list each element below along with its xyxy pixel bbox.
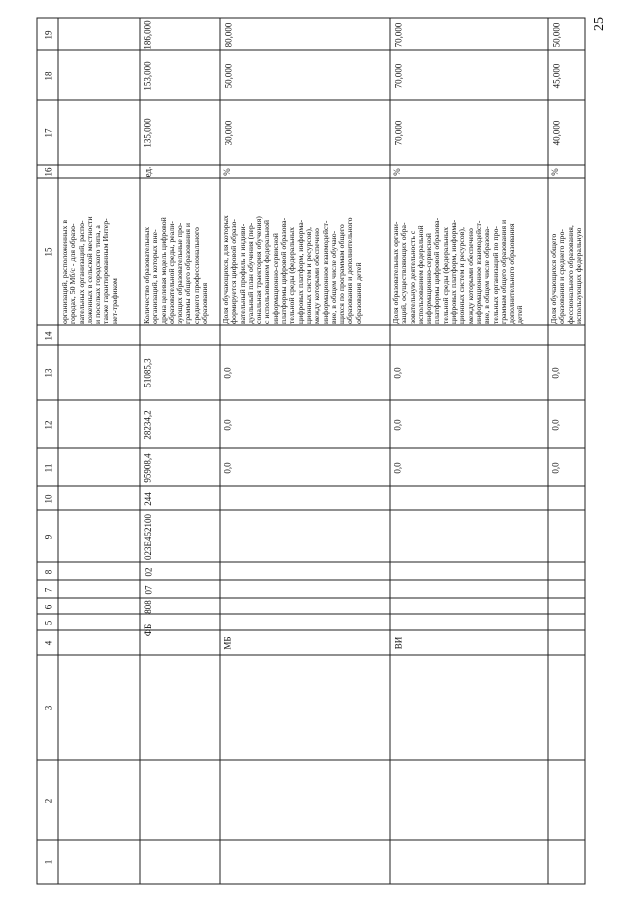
table-row-4-c11: 0,0 <box>551 461 561 474</box>
table-row-4-value-19: 50,000 <box>551 22 561 47</box>
table-row-4-c12: 0,0 <box>551 418 561 431</box>
table-row-1-unit: ед. <box>142 166 152 178</box>
table-row-1-c12: 28234,2 <box>143 409 153 440</box>
table-row-2-source: МБ <box>222 636 233 650</box>
colnum-9: 9 <box>43 534 53 539</box>
colnum-8: 8 <box>43 569 53 574</box>
colnum-11: 11 <box>42 463 53 472</box>
colnum-12: 12 <box>43 420 53 429</box>
table-row-4-value-18: 45,000 <box>551 63 561 88</box>
table-row-3-c11: 0,0 <box>393 461 403 474</box>
table-row-2-c11: 0,0 <box>223 461 233 474</box>
table-row-1-c11: 95908,4 <box>143 452 153 483</box>
table-row-2-value-19: 80,000 <box>223 22 233 47</box>
table-row-3-value-17: 70,000 <box>393 120 403 146</box>
table-row-2-indicator: Доля обучающихся, для которых формируется цифровой образо- вательный профиль и индиви- дуальный план обучения (пер- сональная траектория обучения) с использованием федеральной информационно-сервисной платформы цифровой образова- тельной среды (федеральных цифровых платформ, информа- ционных систем и ресурсов), между которыми обеспечено информационное взаимодейст- вие, в общем числе обучаю- щихся по программам общего образования и дополнительного образования детей <box>221 215 363 324</box>
table-row-1-c9: 023Е452100 <box>143 513 153 560</box>
table-row-1-value-19: 186,000 <box>143 19 153 50</box>
colnum-3: 3 <box>43 705 53 711</box>
table-row-1-c10: 244 <box>143 491 153 506</box>
page-number: 25 <box>592 17 607 31</box>
table-row-1-value-18: 153,000 <box>143 60 153 91</box>
table-row-3-c13: 0,0 <box>393 367 403 379</box>
table-row-4-indicator: Доля обучающихся общего образования и среднего про- фессионального образования, использующих федеральную <box>549 225 583 324</box>
table-row-0-indicator: организаций, расположенных в городах, 50 Мб/с - для образо- вательных организаций, распо- ложенных в сельской местности и поселках городского типа, а также гарантированным Интер- нет-трафиком <box>60 216 119 324</box>
colnum-7: 7 <box>43 587 53 592</box>
table-row-2-unit: % <box>222 168 232 176</box>
colnum-18: 18 <box>43 71 53 80</box>
table-row-1-c7: 07 <box>143 585 153 594</box>
table-row-1-c6: 808 <box>143 599 153 614</box>
table-row-4-value-17: 40,000 <box>551 120 561 146</box>
table-row-1-value-17: 135,000 <box>143 118 153 148</box>
table-row-1-indicator: Количество образовательных организаций, в которых вне- дрена целевая модель цифровой образовательной среды, реали- зующих образовательные про- граммы общего образования и среднего профессионального образования <box>142 217 210 324</box>
table-row-2-value-18: 50,000 <box>223 63 233 88</box>
colnum-14: 14 <box>43 331 53 340</box>
colnum-17: 17 <box>43 128 53 138</box>
colnum-13: 13 <box>43 368 53 378</box>
table-row-1-c13: 51085,3 <box>143 358 153 388</box>
colnum-4: 4 <box>43 640 53 646</box>
table-row-3-value-18: 70,000 <box>393 63 403 88</box>
colnum-6: 6 <box>43 604 53 609</box>
colnum-1: 1 <box>43 859 53 865</box>
table-row-2-value-17: 30,000 <box>223 120 233 146</box>
table-row-3-unit: % <box>392 168 402 176</box>
table-row-3-c12: 0,0 <box>393 418 403 431</box>
colnum-2: 2 <box>43 798 53 803</box>
table-row-1-c8: 02 <box>143 567 153 576</box>
colnum-19: 19 <box>43 30 53 39</box>
colnum-10: 10 <box>43 494 53 503</box>
colnum-5: 5 <box>43 620 53 625</box>
table-border <box>37 18 585 884</box>
table-row-3-source: ВИ <box>392 636 403 650</box>
table-row-3-value-19: 70,000 <box>393 22 403 47</box>
colnum-15: 15 <box>43 247 53 257</box>
table-row-4-unit: % <box>550 168 560 176</box>
table-row-2-c12: 0,0 <box>223 418 233 431</box>
colnum-16: 16 <box>43 167 53 177</box>
table-row-4-c13: 0,0 <box>551 367 561 379</box>
table-row-1-source: ФБ <box>143 623 153 637</box>
table-row-3-indicator: Доля образовательных органи- заций, осуществляющих обра- зовательную деятельность с использованием федеральной информационно-сервисной платформы цифровой образова- тельной среды (федеральных цифровых платформ, информа- ционных систем и ресурсов), между которыми обеспечено информационное взаимодейст- вие, в общем числе образова- тельных организаций по про- граммам общего образования и дополнительного образования детей <box>391 217 525 324</box>
table-row-2-c13: 0,0 <box>223 367 233 379</box>
